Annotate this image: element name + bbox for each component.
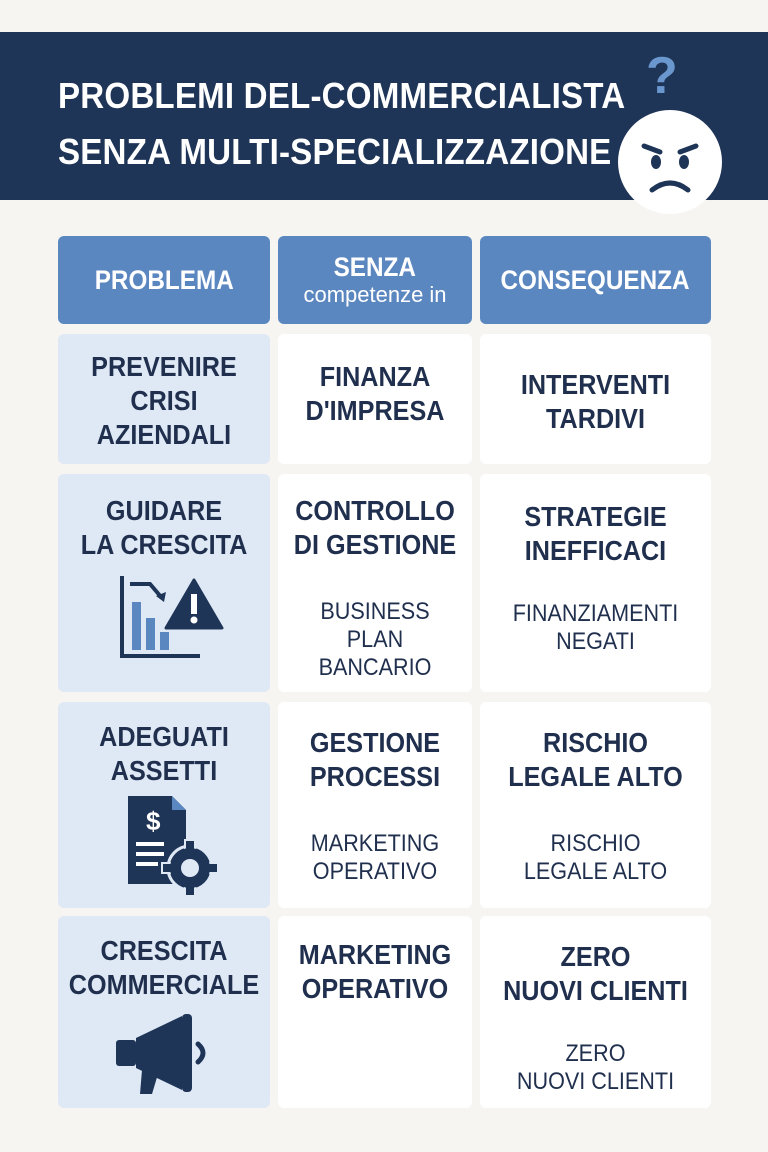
conseguenza-subtext: RISCHIO LEGALE ALTO	[523, 830, 668, 885]
title-line-1: PROBLEMI DEL-COMMERCIALISTA	[58, 75, 626, 116]
table-row-1-senza	[278, 334, 472, 464]
sad-face-icon	[616, 108, 724, 216]
problema-text: PREVENIRE CRISI AZIENDALI	[91, 351, 237, 450]
page-title	[58, 68, 625, 180]
senza-text: MARKETING OPERATIVO	[298, 939, 452, 1004]
conseguenza-subtext: ZERO NUOVI CLIENTI	[516, 1040, 675, 1095]
table-row-4-senza	[278, 916, 472, 1108]
table-row-2-senza	[278, 474, 472, 692]
column-header-senza-sublabel: competenze in	[303, 282, 447, 307]
megaphone-icon	[112, 1012, 216, 1096]
conseguenza-text: RISCHIO LEGALE ALTO	[508, 727, 683, 792]
table-row-1-problema	[58, 334, 270, 464]
title-line-2: SENZA MULTI-SPECIALIZZAZIONE	[58, 131, 612, 172]
senza-subtext: BUSINESS PLAN BANCARIO	[318, 598, 432, 681]
conseguenza-text: ZERO NUOVI CLIENTI	[503, 941, 688, 1006]
conseguenza-text: STRATEGIE INEFFICACI	[524, 501, 667, 566]
column-header-consequenza	[480, 236, 711, 324]
column-header-senza-label: SENZA	[333, 252, 417, 282]
question-mark-icon: ?	[646, 47, 678, 105]
senza-subtext: MARKETING OPERATIVO	[310, 830, 440, 885]
document-gear-icon	[122, 794, 222, 898]
problema-text: GUIDARE LA CRESCITA	[80, 495, 248, 560]
column-header-problema	[58, 236, 270, 324]
problema-text: CRESCITA COMMERCIALE	[68, 935, 260, 1000]
column-header-problema-label: PROBLEMA	[94, 265, 234, 295]
svg-text:$: $	[146, 806, 161, 836]
table-row-4-conseguenza	[480, 916, 711, 1108]
table-row-3-problema	[58, 702, 270, 908]
table-row-3-conseguenza	[480, 702, 711, 908]
declining-chart-warning-icon	[116, 572, 226, 662]
table-row-1-conseguenza	[480, 334, 711, 464]
senza-text: GESTIONE PROCESSI	[309, 727, 441, 792]
table-row-2-problema	[58, 474, 270, 692]
table-row-3-senza	[278, 702, 472, 908]
table-row-4-problema	[58, 916, 270, 1108]
table-row-2-conseguenza	[480, 474, 711, 692]
senza-text: CONTROLLO DI GESTIONE	[293, 495, 457, 560]
problema-text: ADEGUATI ASSETTI	[99, 721, 229, 786]
conseguenza-subtext: FINANZIAMENTI NEGATI	[512, 600, 679, 655]
senza-text: FINANZA D'IMPRESA	[305, 361, 445, 426]
column-header-senza	[278, 236, 472, 324]
column-header-consequenza-label: CONSEQUENZA	[500, 265, 690, 295]
header-banner	[0, 32, 768, 200]
conseguenza-text: INTERVENTI TARDIVI	[520, 369, 671, 434]
